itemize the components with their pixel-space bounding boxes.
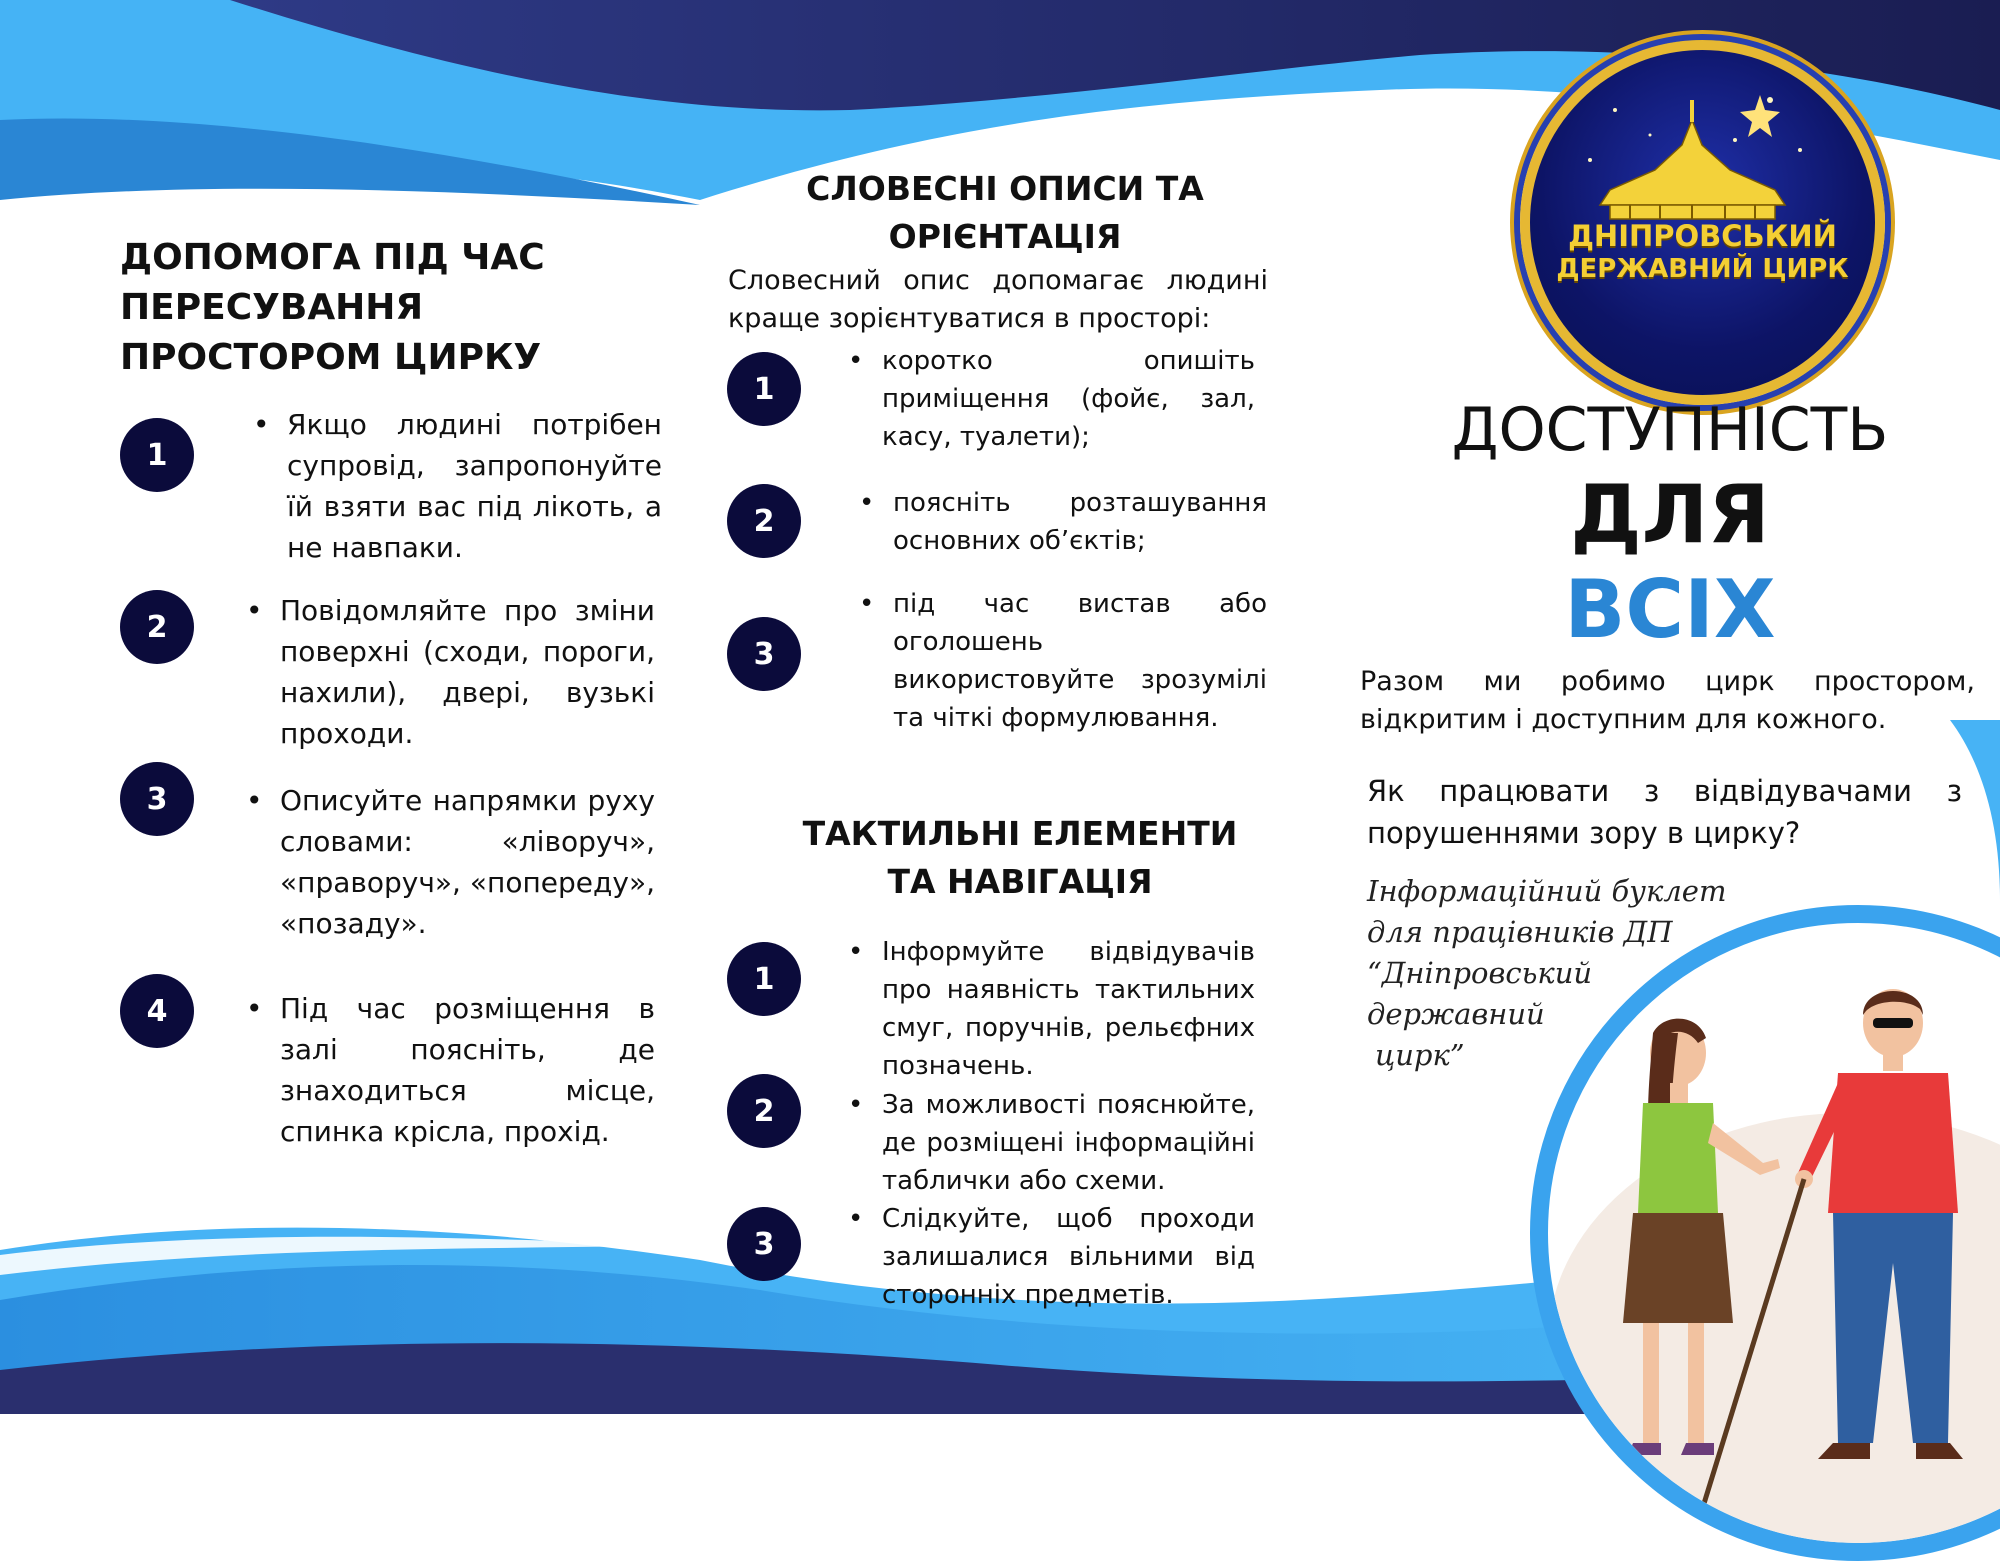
circus-logo (1520, 40, 1885, 405)
step-number: 1 (727, 352, 801, 426)
booklet-line-4: державний (1367, 997, 1545, 1031)
col2-item-1: • коротко опишіть приміщення (фойє, зал, касу, туалети); (882, 342, 1255, 456)
col2-item-2: • поясніть розташування основних об’єктів; (893, 484, 1267, 560)
logo-line-1: ДНІПРОВСЬКИЙ (1568, 219, 1837, 253)
col2-item-6: • Слідкуйте, щоб проходи залишалися вільними від сторонніх предметів. (882, 1200, 1255, 1314)
booklet-caption (1367, 871, 1727, 1076)
title-accessibility: ДОСТУПНІСТЬ (1451, 395, 1889, 465)
question: Як працювати з відвідувачами з порушеннями зору в цирку? (1367, 774, 1962, 850)
step-number: 1 (727, 942, 801, 1016)
booklet-line-1: Інформаційний буклет (1367, 874, 1727, 908)
col2-item-3: • під час вистав або оголошень використовуйте зрозумілі та чіткі формулювання. (893, 585, 1267, 737)
col2-item-5: • За можливості пояснюйте, де розміщені інформаційні таблички або схеми. (882, 1086, 1255, 1200)
step-number: 2 (120, 590, 194, 664)
tagline: Разом ми робимо цирк простором, відкритим і доступним для кожного. (1360, 666, 1975, 735)
step-number: 2 (727, 1074, 801, 1148)
col2-intro: Словесний опис допомагає людині краще зорієнтуватися в просторі: (728, 265, 1268, 334)
step-number: 3 (727, 617, 801, 691)
col1-item-4: • Під час розміщення в залі поясніть, де знаходиться місце, спинка крісла, прохід. (280, 988, 655, 1152)
col1-heading: ДОПОМОГА ПІД ЧАС ПЕРЕСУВАННЯ ПРОСТОРОМ ЦИРКУ (120, 237, 545, 378)
step-number: 1 (120, 418, 194, 492)
title-all: ВСІХ (1564, 563, 1776, 656)
col1-item-2: • Повідомляйте про зміни поверхні (сходи, пороги, нахили), двері, вузькі проходи. (280, 590, 655, 754)
step-number: 3 (727, 1207, 801, 1281)
booklet-line-2: для працівників ДП (1367, 915, 1673, 949)
col1-item-1: • Якщо людині потрібен супровід, запропонуйте їй взяти вас під лікоть, а не навпаки. (287, 404, 662, 568)
step-number: 4 (120, 974, 194, 1048)
title-for: ДЛЯ (1570, 468, 1770, 561)
col1-item-3: • Описуйте напрямки руху словами: «ліворуч», «праворуч», «попереду», «позаду». (280, 780, 655, 944)
circus-tent-icon (1520, 40, 1865, 385)
col2-heading-1: СЛОВЕСНІ ОПИСИ ТА ОРІЄНТАЦІЯ (806, 169, 1204, 256)
step-number: 2 (727, 484, 801, 558)
col2-heading-2: ТАКТИЛЬНІ ЕЛЕМЕНТИ ТА НАВІГАЦІЯ (802, 814, 1238, 901)
step-number: 3 (120, 762, 194, 836)
logo-line-2: ДЕРЖАВНИЙ ЦИРК (1556, 254, 1849, 284)
booklet-line-3: “Дніпровський (1367, 956, 1593, 990)
col2-item-4: • Інформуйте відвідувачів про наявність тактильних смуг, поручнів, рельєфних позначень. (882, 933, 1255, 1085)
booklet-line-5: цирк” (1375, 1038, 1465, 1072)
